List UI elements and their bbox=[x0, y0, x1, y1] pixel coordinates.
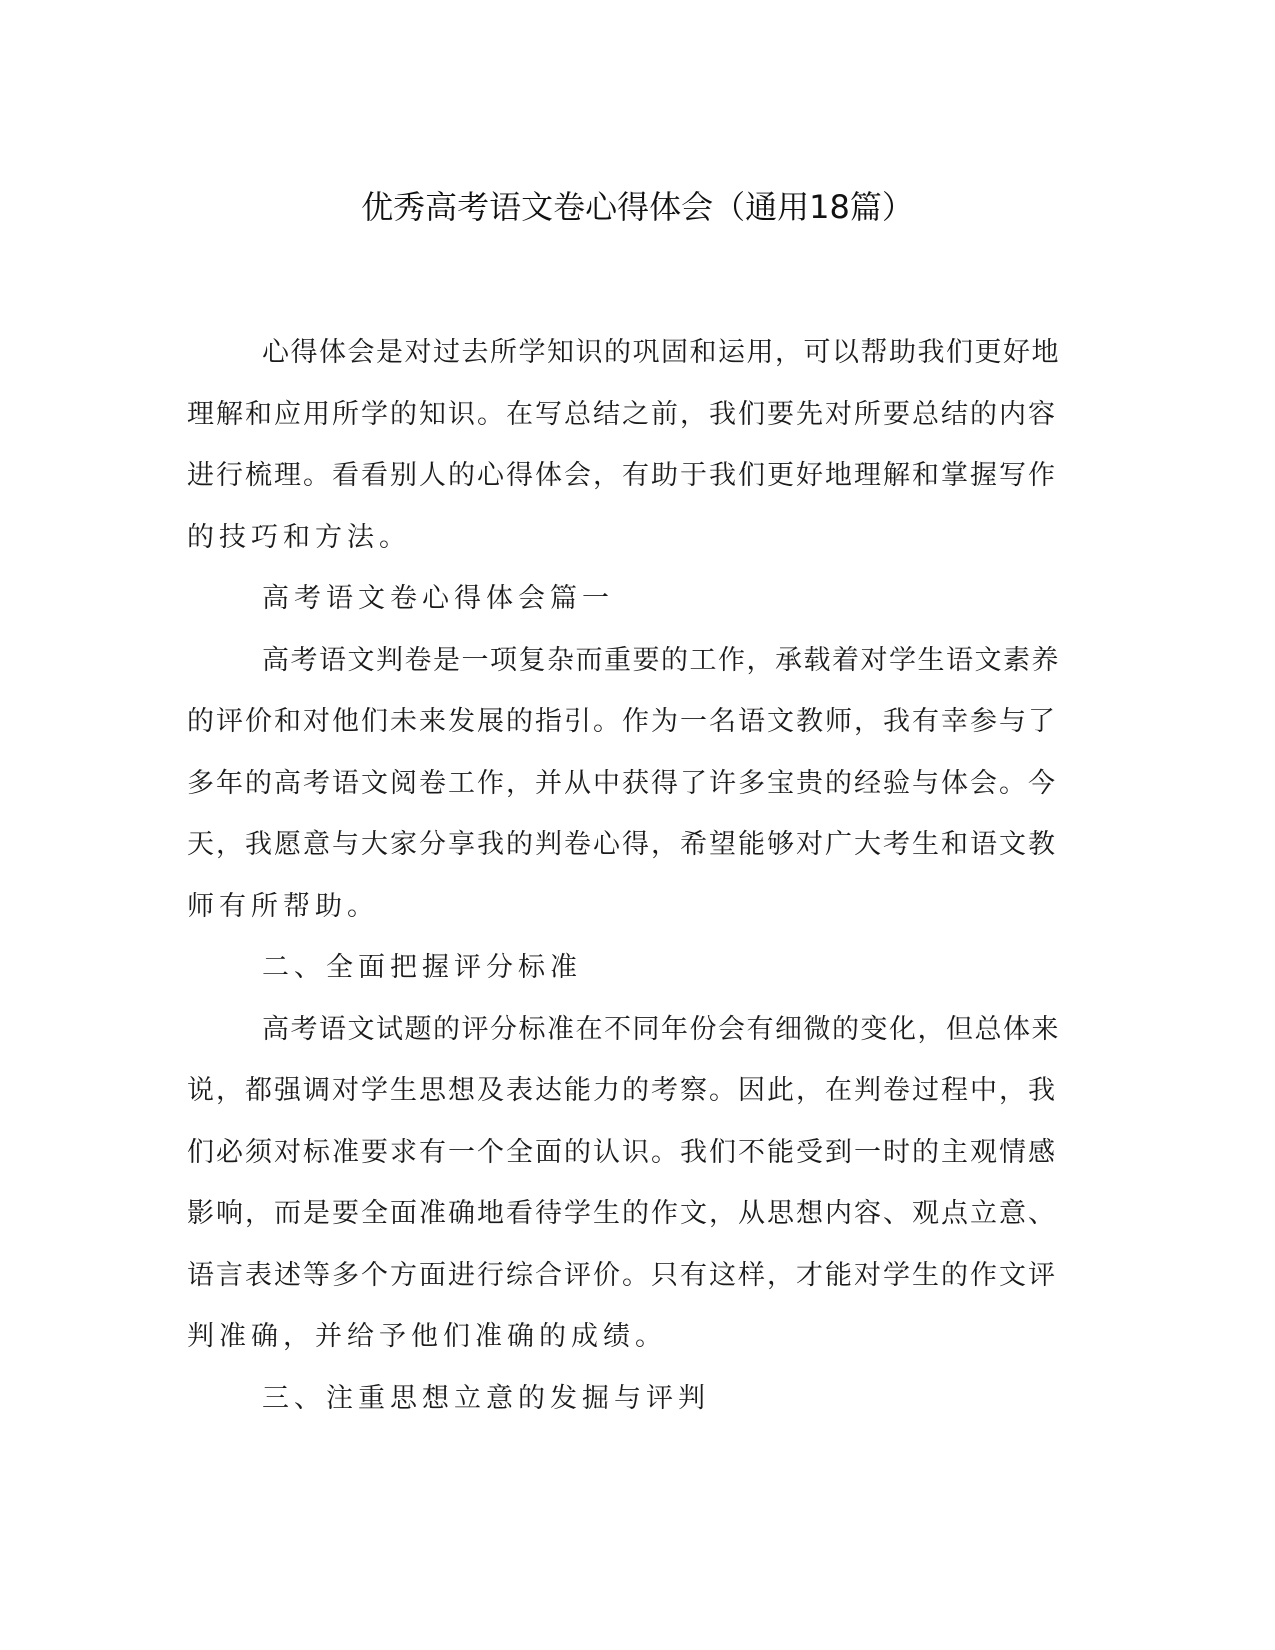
text-line: 判准确，并给予他们准确的成绩。 bbox=[187, 1321, 667, 1352]
text-line: 理解和应用所学的知识。在写总结之前，我们要先对所要总结的内容 bbox=[187, 398, 1057, 430]
text-line: 多年的高考语文阅卷工作，并从中获得了许多宝贵的经验与体会。今 bbox=[187, 767, 1057, 799]
document-body bbox=[187, 322, 1061, 1429]
text-line: 高考语文试题的评分标准在不同年份会有细微的变化，但总体来 bbox=[262, 1013, 1060, 1045]
text-line: 高考语文卷心得体会篇一 bbox=[262, 583, 614, 614]
text-line: 师有所帮助。 bbox=[187, 890, 379, 922]
text-line: 们必须对标准要求有一个全面的认识。我们不能受到一时的主观情感 bbox=[187, 1136, 1057, 1168]
text-line: 心得体会是对过去所学知识的巩固和运用，可以帮助我们更好地 bbox=[262, 337, 1060, 368]
text-line: 语言表述等多个方面进行综合评价。只有这样，才能对学生的作文评 bbox=[187, 1259, 1057, 1291]
text-line: 影响，而是要全面准确地看待学生的作文，从思想内容、观点立意、 bbox=[187, 1198, 1057, 1229]
text-line: 高考语文判卷是一项复杂而重要的工作，承载着对学生语文素养 bbox=[262, 644, 1060, 676]
text-line: 三、注重思想立意的发掘与评判 bbox=[262, 1382, 710, 1414]
document-title: 优秀高考语文卷心得体会（通用18篇） bbox=[361, 188, 914, 226]
text-line: 二、全面把握评分标准 bbox=[262, 952, 582, 983]
text-line: 的技巧和方法。 bbox=[187, 521, 411, 553]
text-line: 的评价和对他们未来发展的指引。作为一名语文教师，我有幸参与了 bbox=[187, 706, 1057, 737]
text-line: 说，都强调对学生思想及表达能力的考察。因此，在判卷过程中，我 bbox=[187, 1075, 1057, 1106]
text-line: 天，我愿意与大家分享我的判卷心得，希望能够对广大考生和语文教 bbox=[187, 829, 1057, 860]
text-line: 进行梳理。看看别人的心得体会，有助于我们更好地理解和掌握写作 bbox=[187, 460, 1057, 491]
